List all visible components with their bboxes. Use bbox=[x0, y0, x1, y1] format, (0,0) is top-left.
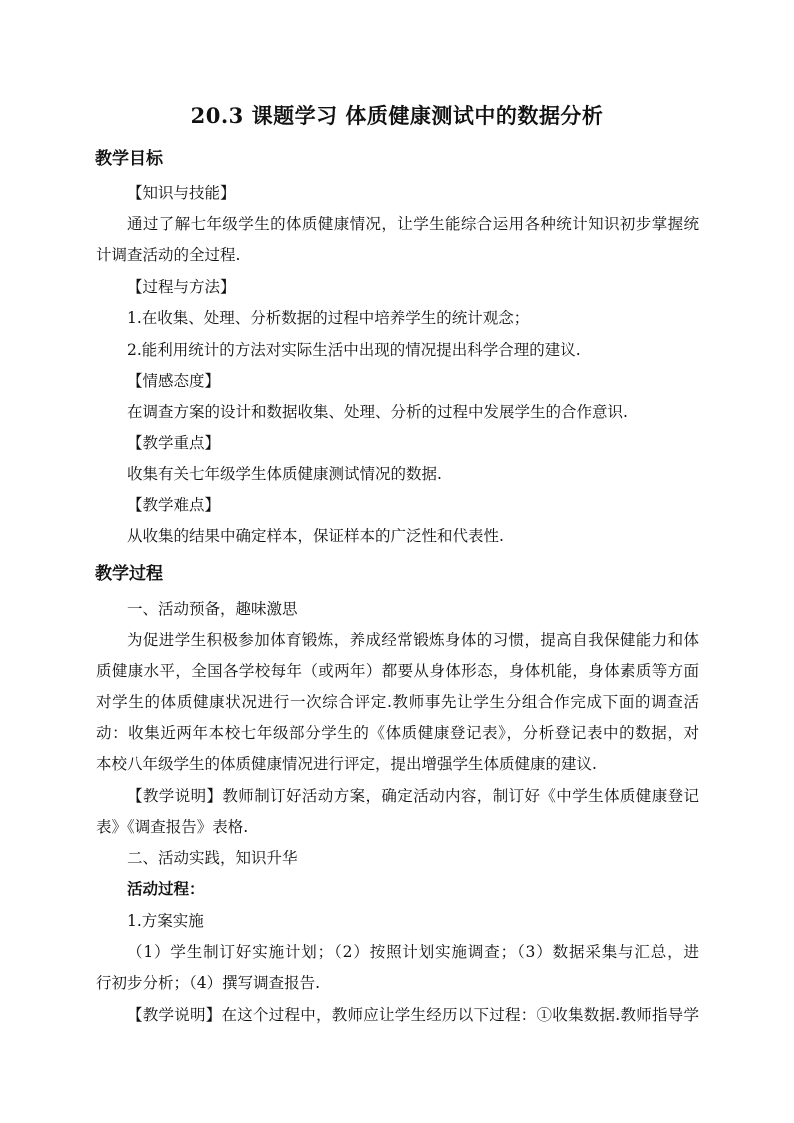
step1-title: 1.方案实施 bbox=[127, 912, 204, 930]
part1-text-line-5: 本校八年级学生的体质健康情况进行评定，提出增强学生体质健康的建议. bbox=[96, 755, 597, 773]
step1-text-line-2: 行初步分析；（4）撰写调查报告. bbox=[96, 974, 321, 992]
knowledge-skills-label: 【知识与技能】 bbox=[127, 184, 236, 202]
teaching-difficulty-label: 【教学难点】 bbox=[127, 496, 221, 514]
teaching-note-1-line-1: 【教学说明】教师制订好活动方案，确定活动内容，制订好《中学生体质健康登记 bbox=[127, 787, 699, 805]
document-title: 20.3 课题学习 体质健康测试中的数据分析 bbox=[190, 103, 604, 128]
part1-text-line-2: 质健康水平，全国各学校每年（或两年）都要从身体形态，身体机能，身体素质等方面 bbox=[96, 662, 699, 680]
teaching-key-text: 收集有关七年级学生体质健康测试情况的数据. bbox=[127, 465, 442, 483]
teaching-goals-heading: 教学目标 bbox=[95, 149, 163, 169]
step1-text-line-1: （1）学生制订好实施计划；（2）按照计划实施调查；（3）数据采集与汇总，进 bbox=[127, 943, 699, 961]
process-item-1: 1.在收集、处理、分析数据的过程中培养学生的统计观念； bbox=[127, 309, 530, 327]
emotion-attitude-text: 在调查方案的设计和数据收集、处理、分析的过程中发展学生的合作意识. bbox=[127, 403, 628, 421]
knowledge-text-line-2: 计调查活动的全过程. bbox=[96, 246, 241, 264]
teaching-note-1-line-2: 表》《调查报告》表格. bbox=[96, 818, 249, 836]
part1-text-line-4: 动：收集近两年本校七年级部分学生的《体质健康登记表》，分析登记表中的数据，对 bbox=[96, 724, 699, 742]
teaching-key-label: 【教学重点】 bbox=[127, 434, 221, 452]
process-method-label: 【过程与方法】 bbox=[127, 278, 236, 296]
part1-title: 一、活动预备，趣味激思 bbox=[127, 600, 298, 618]
process-item-2: 2.能利用统计的方法对实际生活中出现的情况提出科学合理的建议. bbox=[127, 341, 581, 359]
emotion-attitude-label: 【情感态度】 bbox=[127, 372, 221, 390]
teaching-note-2-line-1: 【教学说明】在这个过程中，教师应让学生经历以下过程：①收集数据.教师指导学 bbox=[127, 1006, 699, 1024]
part1-text-line-3: 对学生的体质健康状况进行一次综合评定.教师事先让学生分组合作完成下面的调查活 bbox=[96, 693, 699, 711]
activity-process-label: 活动过程： bbox=[127, 879, 205, 898]
teaching-difficulty-text: 从收集的结果中确定样本，保证样本的广泛性和代表性. bbox=[127, 527, 504, 545]
teaching-process-heading: 教学过程 bbox=[95, 564, 163, 584]
part1-text-line-1: 为促进学生积极参加体育锻炼，养成经常锻炼身体的习惯，提高自我保健能力和体 bbox=[127, 631, 699, 649]
knowledge-text-line-1: 通过了解七年级学生的体质健康情况，让学生能综合运用各种统计知识初步掌握统 bbox=[127, 215, 699, 233]
part2-title: 二、活动实践，知识升华 bbox=[127, 849, 298, 867]
